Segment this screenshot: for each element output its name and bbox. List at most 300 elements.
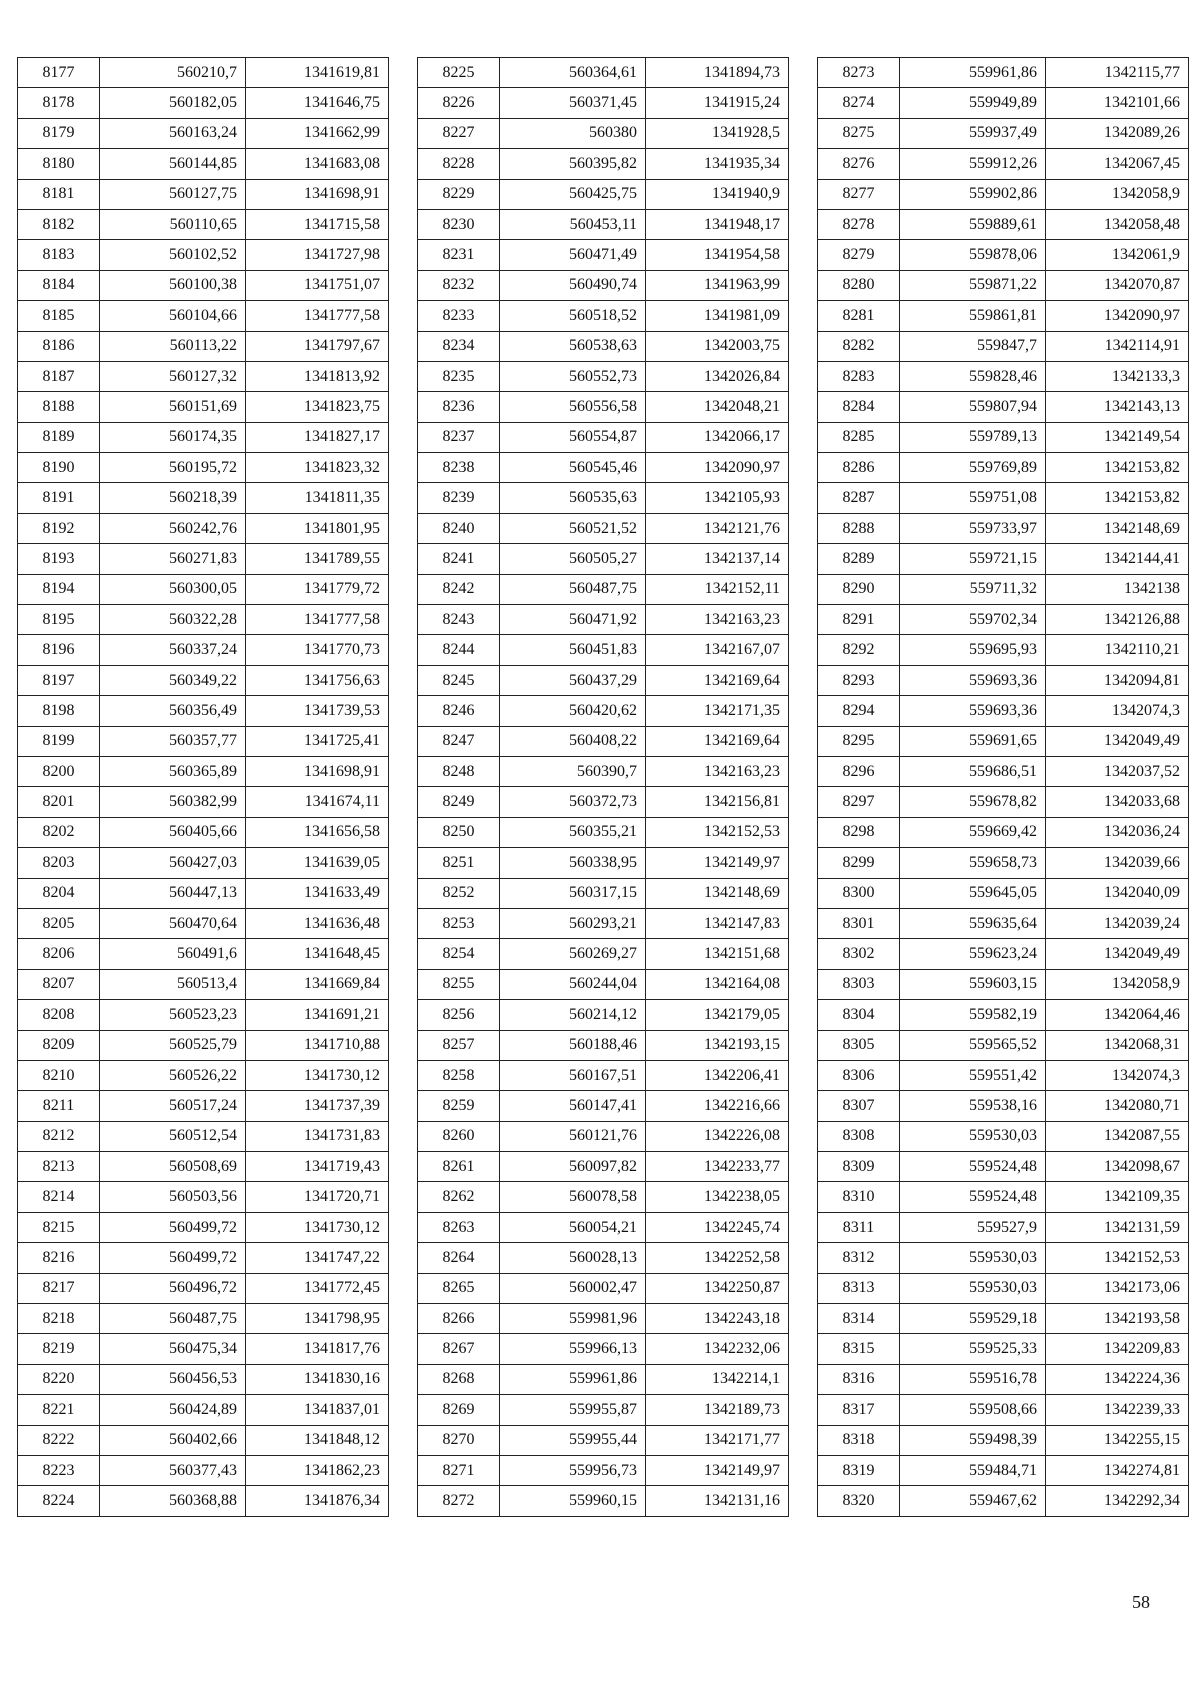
x-coordinate: 560293,21 xyxy=(500,908,646,938)
x-coordinate: 560456,53 xyxy=(100,1364,246,1394)
table-row xyxy=(18,817,389,847)
point-number: 8314 xyxy=(818,1304,900,1334)
point-number: 8245 xyxy=(418,665,500,695)
x-coordinate: 559847,7 xyxy=(900,331,1046,361)
x-coordinate: 559658,73 xyxy=(900,848,1046,878)
x-coordinate: 559530,03 xyxy=(900,1121,1046,1151)
point-number: 8180 xyxy=(18,149,100,179)
y-coordinate: 1342153,82 xyxy=(1046,483,1189,513)
point-number: 8297 xyxy=(818,787,900,817)
table-row xyxy=(418,1060,789,1090)
x-coordinate: 560402,66 xyxy=(100,1425,246,1455)
table-row xyxy=(18,574,389,604)
table-row xyxy=(18,1243,389,1273)
table-row xyxy=(818,787,1189,817)
point-number: 8242 xyxy=(418,574,500,604)
point-number: 8197 xyxy=(18,665,100,695)
y-coordinate: 1342193,58 xyxy=(1046,1304,1189,1334)
x-coordinate: 560121,76 xyxy=(500,1121,646,1151)
x-coordinate: 560499,72 xyxy=(100,1212,246,1242)
point-number: 8244 xyxy=(418,635,500,665)
x-coordinate: 559538,16 xyxy=(900,1091,1046,1121)
x-coordinate: 560338,95 xyxy=(500,848,646,878)
y-coordinate: 1342292,34 xyxy=(1046,1486,1189,1516)
y-coordinate: 1342074,3 xyxy=(1046,696,1189,726)
x-coordinate: 560471,49 xyxy=(500,240,646,270)
y-coordinate: 1341823,32 xyxy=(246,453,389,483)
point-number: 8310 xyxy=(818,1182,900,1212)
point-number: 8273 xyxy=(818,58,900,88)
x-coordinate: 559733,97 xyxy=(900,513,1046,543)
point-number: 8224 xyxy=(18,1486,100,1516)
y-coordinate: 1341619,81 xyxy=(246,58,389,88)
y-coordinate: 1341915,24 xyxy=(646,88,789,118)
x-coordinate: 560054,21 xyxy=(500,1212,646,1242)
table-row xyxy=(818,1273,1189,1303)
point-number: 8195 xyxy=(18,605,100,635)
x-coordinate: 560214,12 xyxy=(500,1000,646,1030)
point-number: 8281 xyxy=(818,301,900,331)
y-coordinate: 1341639,05 xyxy=(246,848,389,878)
table-row xyxy=(18,756,389,786)
table-row xyxy=(418,1091,789,1121)
y-coordinate: 1341827,17 xyxy=(246,422,389,452)
x-coordinate: 560545,46 xyxy=(500,453,646,483)
table-row xyxy=(18,1273,389,1303)
y-coordinate: 1342066,17 xyxy=(646,422,789,452)
y-coordinate: 1341662,99 xyxy=(246,118,389,148)
y-coordinate: 1342037,52 xyxy=(1046,756,1189,786)
point-number: 8246 xyxy=(418,696,500,726)
x-coordinate: 559525,33 xyxy=(900,1334,1046,1364)
table-row xyxy=(818,1364,1189,1394)
x-coordinate: 559551,42 xyxy=(900,1060,1046,1090)
x-coordinate: 559889,61 xyxy=(900,209,1046,239)
x-coordinate: 559686,51 xyxy=(900,756,1046,786)
table-row xyxy=(418,544,789,574)
point-number: 8318 xyxy=(818,1425,900,1455)
y-coordinate: 1342226,08 xyxy=(646,1121,789,1151)
point-number: 8247 xyxy=(418,726,500,756)
x-coordinate: 560512,54 xyxy=(100,1121,246,1151)
point-number: 8274 xyxy=(818,88,900,118)
x-coordinate: 560210,7 xyxy=(100,58,246,88)
point-number: 8258 xyxy=(418,1060,500,1090)
point-number: 8278 xyxy=(818,209,900,239)
x-coordinate: 560505,27 xyxy=(500,544,646,574)
point-number: 8257 xyxy=(418,1030,500,1060)
point-number: 8288 xyxy=(818,513,900,543)
x-coordinate: 560491,6 xyxy=(100,939,246,969)
point-number: 8253 xyxy=(418,908,500,938)
y-coordinate: 1342090,97 xyxy=(646,453,789,483)
table-row xyxy=(418,1364,789,1394)
table-row xyxy=(418,1121,789,1151)
table-row xyxy=(18,726,389,756)
point-number: 8311 xyxy=(818,1212,900,1242)
x-coordinate: 559721,15 xyxy=(900,544,1046,574)
table-row xyxy=(818,453,1189,483)
table-row xyxy=(818,1304,1189,1334)
point-number: 8256 xyxy=(418,1000,500,1030)
x-coordinate: 560349,22 xyxy=(100,665,246,695)
x-coordinate: 560337,24 xyxy=(100,635,246,665)
x-coordinate: 559955,44 xyxy=(500,1425,646,1455)
x-coordinate: 559751,08 xyxy=(900,483,1046,513)
table-row xyxy=(18,939,389,969)
table-row xyxy=(418,118,789,148)
y-coordinate: 1342114,91 xyxy=(1046,331,1189,361)
x-coordinate: 559937,49 xyxy=(900,118,1046,148)
table-row xyxy=(18,1304,389,1334)
x-coordinate: 560163,24 xyxy=(100,118,246,148)
table-row xyxy=(818,118,1189,148)
table-row xyxy=(18,1486,389,1516)
point-number: 8280 xyxy=(818,270,900,300)
point-number: 8303 xyxy=(818,969,900,999)
table-row xyxy=(418,1455,789,1485)
table-row xyxy=(418,1273,789,1303)
y-coordinate: 1341756,63 xyxy=(246,665,389,695)
y-coordinate: 1341789,55 xyxy=(246,544,389,574)
table-row xyxy=(418,1182,789,1212)
point-number: 8183 xyxy=(18,240,100,270)
table-row xyxy=(818,209,1189,239)
y-coordinate: 1342148,69 xyxy=(646,878,789,908)
x-coordinate: 559508,66 xyxy=(900,1395,1046,1425)
table-row xyxy=(418,574,789,604)
table-row xyxy=(818,422,1189,452)
x-coordinate: 560188,46 xyxy=(500,1030,646,1060)
table-row xyxy=(818,665,1189,695)
y-coordinate: 1341798,95 xyxy=(246,1304,389,1334)
y-coordinate: 1342058,9 xyxy=(1046,179,1189,209)
coordinate-tables xyxy=(17,57,1189,1517)
point-number: 8308 xyxy=(818,1121,900,1151)
y-coordinate: 1342131,59 xyxy=(1046,1212,1189,1242)
y-coordinate: 1342152,53 xyxy=(646,817,789,847)
y-coordinate: 1341948,17 xyxy=(646,209,789,239)
y-coordinate: 1342067,45 xyxy=(1046,149,1189,179)
x-coordinate: 559871,22 xyxy=(900,270,1046,300)
x-coordinate: 559949,89 xyxy=(900,88,1046,118)
y-coordinate: 1341710,88 xyxy=(246,1030,389,1060)
point-number: 8236 xyxy=(418,392,500,422)
table-row xyxy=(818,969,1189,999)
y-coordinate: 1341963,99 xyxy=(646,270,789,300)
x-coordinate: 560470,64 xyxy=(100,908,246,938)
y-coordinate: 1342156,81 xyxy=(646,787,789,817)
point-number: 8251 xyxy=(418,848,500,878)
x-coordinate: 560447,13 xyxy=(100,878,246,908)
table-row xyxy=(18,1334,389,1364)
x-coordinate: 560100,38 xyxy=(100,270,246,300)
y-coordinate: 1341876,34 xyxy=(246,1486,389,1516)
x-coordinate: 560368,88 xyxy=(100,1486,246,1516)
table-row xyxy=(818,1334,1189,1364)
y-coordinate: 1341737,39 xyxy=(246,1091,389,1121)
point-number: 8248 xyxy=(418,756,500,786)
y-coordinate: 1341648,45 xyxy=(246,939,389,969)
x-coordinate: 560322,28 xyxy=(100,605,246,635)
x-coordinate: 559645,05 xyxy=(900,878,1046,908)
point-number: 8269 xyxy=(418,1395,500,1425)
x-coordinate: 559467,62 xyxy=(900,1486,1046,1516)
x-coordinate: 559530,03 xyxy=(900,1243,1046,1273)
y-coordinate: 1342115,77 xyxy=(1046,58,1189,88)
point-number: 8259 xyxy=(418,1091,500,1121)
x-coordinate: 560102,52 xyxy=(100,240,246,270)
table-row xyxy=(818,817,1189,847)
y-coordinate: 1342048,21 xyxy=(646,392,789,422)
table-row xyxy=(418,787,789,817)
x-coordinate: 560513,4 xyxy=(100,969,246,999)
y-coordinate: 1342149,97 xyxy=(646,1455,789,1485)
x-coordinate: 560127,32 xyxy=(100,361,246,391)
table-row xyxy=(418,483,789,513)
y-coordinate: 1341837,01 xyxy=(246,1395,389,1425)
y-coordinate: 1342149,97 xyxy=(646,848,789,878)
y-coordinate: 1341981,09 xyxy=(646,301,789,331)
y-coordinate: 1341725,41 xyxy=(246,726,389,756)
x-coordinate: 560408,22 xyxy=(500,726,646,756)
x-coordinate: 559669,42 xyxy=(900,817,1046,847)
table-row xyxy=(18,392,389,422)
point-number: 8229 xyxy=(418,179,500,209)
y-coordinate: 1341797,67 xyxy=(246,331,389,361)
point-number: 8208 xyxy=(18,1000,100,1030)
x-coordinate: 560424,89 xyxy=(100,1395,246,1425)
y-coordinate: 1342147,83 xyxy=(646,908,789,938)
coordinate-table-1 xyxy=(17,57,389,1517)
x-coordinate: 559828,46 xyxy=(900,361,1046,391)
x-coordinate: 560271,83 xyxy=(100,544,246,574)
y-coordinate: 1342040,09 xyxy=(1046,878,1189,908)
point-number: 8214 xyxy=(18,1182,100,1212)
y-coordinate: 1342171,77 xyxy=(646,1425,789,1455)
point-number: 8316 xyxy=(818,1364,900,1394)
y-coordinate: 1342068,31 xyxy=(1046,1030,1189,1060)
y-coordinate: 1342105,93 xyxy=(646,483,789,513)
x-coordinate: 559955,87 xyxy=(500,1395,646,1425)
table-row xyxy=(418,878,789,908)
table-row xyxy=(818,605,1189,635)
y-coordinate: 1342167,07 xyxy=(646,635,789,665)
x-coordinate: 559902,86 xyxy=(900,179,1046,209)
point-number: 8233 xyxy=(418,301,500,331)
y-coordinate: 1342151,68 xyxy=(646,939,789,969)
y-coordinate: 1341770,73 xyxy=(246,635,389,665)
table-row xyxy=(18,1395,389,1425)
table-row xyxy=(418,726,789,756)
x-coordinate: 560475,34 xyxy=(100,1334,246,1364)
table-row xyxy=(18,1182,389,1212)
point-number: 8292 xyxy=(818,635,900,665)
point-number: 8238 xyxy=(418,453,500,483)
table-row xyxy=(18,179,389,209)
x-coordinate: 559524,48 xyxy=(900,1182,1046,1212)
table-row xyxy=(818,1121,1189,1151)
table-row xyxy=(418,331,789,361)
point-number: 8230 xyxy=(418,209,500,239)
point-number: 8298 xyxy=(818,817,900,847)
table-row xyxy=(818,483,1189,513)
y-coordinate: 1342094,81 xyxy=(1046,665,1189,695)
table-row xyxy=(18,1364,389,1394)
y-coordinate: 1342126,88 xyxy=(1046,605,1189,635)
x-coordinate: 560451,83 xyxy=(500,635,646,665)
x-coordinate: 560395,82 xyxy=(500,149,646,179)
point-number: 8198 xyxy=(18,696,100,726)
x-coordinate: 560518,52 xyxy=(500,301,646,331)
table-row xyxy=(418,1030,789,1060)
table-row xyxy=(818,1395,1189,1425)
point-number: 8255 xyxy=(418,969,500,999)
x-coordinate: 559565,52 xyxy=(900,1030,1046,1060)
point-number: 8227 xyxy=(418,118,500,148)
x-coordinate: 560496,72 xyxy=(100,1273,246,1303)
table-row xyxy=(818,58,1189,88)
table-row xyxy=(418,908,789,938)
point-number: 8212 xyxy=(18,1121,100,1151)
table-row xyxy=(818,1212,1189,1242)
x-coordinate: 559484,71 xyxy=(900,1455,1046,1485)
point-number: 8313 xyxy=(818,1273,900,1303)
table-row xyxy=(818,179,1189,209)
table-row xyxy=(818,908,1189,938)
table-row xyxy=(818,1152,1189,1182)
point-number: 8178 xyxy=(18,88,100,118)
point-number: 8304 xyxy=(818,1000,900,1030)
point-number: 8196 xyxy=(18,635,100,665)
y-coordinate: 1342109,35 xyxy=(1046,1182,1189,1212)
x-coordinate: 559695,93 xyxy=(900,635,1046,665)
point-number: 8216 xyxy=(18,1243,100,1273)
y-coordinate: 1341636,48 xyxy=(246,908,389,938)
x-coordinate: 560525,79 xyxy=(100,1030,246,1060)
table-row xyxy=(818,574,1189,604)
x-coordinate: 560357,77 xyxy=(100,726,246,756)
point-number: 8207 xyxy=(18,969,100,999)
y-coordinate: 1342144,41 xyxy=(1046,544,1189,574)
point-number: 8312 xyxy=(818,1243,900,1273)
table-row xyxy=(818,1182,1189,1212)
point-number: 8220 xyxy=(18,1364,100,1394)
point-number: 8263 xyxy=(418,1212,500,1242)
point-number: 8191 xyxy=(18,483,100,513)
point-number: 8215 xyxy=(18,1212,100,1242)
point-number: 8271 xyxy=(418,1455,500,1485)
y-coordinate: 1342153,82 xyxy=(1046,453,1189,483)
point-number: 8286 xyxy=(818,453,900,483)
table-row xyxy=(418,1243,789,1273)
x-coordinate: 560372,73 xyxy=(500,787,646,817)
point-number: 8205 xyxy=(18,908,100,938)
x-coordinate: 559711,32 xyxy=(900,574,1046,604)
point-number: 8223 xyxy=(18,1455,100,1485)
point-number: 8250 xyxy=(418,817,500,847)
y-coordinate: 1342179,05 xyxy=(646,1000,789,1030)
y-coordinate: 1341823,75 xyxy=(246,392,389,422)
point-number: 8182 xyxy=(18,209,100,239)
table-row xyxy=(18,118,389,148)
y-coordinate: 1341730,12 xyxy=(246,1060,389,1090)
y-coordinate: 1341633,49 xyxy=(246,878,389,908)
point-number: 8295 xyxy=(818,726,900,756)
table-row xyxy=(818,1000,1189,1030)
y-coordinate: 1342173,06 xyxy=(1046,1273,1189,1303)
x-coordinate: 559861,81 xyxy=(900,301,1046,331)
table-row xyxy=(18,1030,389,1060)
point-number: 8199 xyxy=(18,726,100,756)
point-number: 8228 xyxy=(418,149,500,179)
y-coordinate: 1341811,35 xyxy=(246,483,389,513)
x-coordinate: 560490,74 xyxy=(500,270,646,300)
x-coordinate: 560364,61 xyxy=(500,58,646,88)
point-number: 8252 xyxy=(418,878,500,908)
y-coordinate: 1342039,24 xyxy=(1046,908,1189,938)
point-number: 8290 xyxy=(818,574,900,604)
y-coordinate: 1342152,11 xyxy=(646,574,789,604)
y-coordinate: 1342224,36 xyxy=(1046,1364,1189,1394)
point-number: 8296 xyxy=(818,756,900,786)
point-number: 8319 xyxy=(818,1455,900,1485)
point-number: 8185 xyxy=(18,301,100,331)
table-row xyxy=(418,1334,789,1364)
point-number: 8262 xyxy=(418,1182,500,1212)
x-coordinate: 559912,26 xyxy=(900,149,1046,179)
table-row xyxy=(818,939,1189,969)
x-coordinate: 560453,11 xyxy=(500,209,646,239)
table-row xyxy=(418,817,789,847)
y-coordinate: 1342216,66 xyxy=(646,1091,789,1121)
y-coordinate: 1342163,23 xyxy=(646,605,789,635)
point-number: 8209 xyxy=(18,1030,100,1060)
point-number: 8309 xyxy=(818,1152,900,1182)
point-number: 8293 xyxy=(818,665,900,695)
point-number: 8272 xyxy=(418,1486,500,1516)
table-row xyxy=(18,969,389,999)
point-number: 8261 xyxy=(418,1152,500,1182)
table-row xyxy=(418,88,789,118)
x-coordinate: 560182,05 xyxy=(100,88,246,118)
table-row xyxy=(818,301,1189,331)
point-number: 8317 xyxy=(818,1395,900,1425)
point-number: 8249 xyxy=(418,787,500,817)
table-row xyxy=(818,848,1189,878)
point-number: 8306 xyxy=(818,1060,900,1090)
table-row xyxy=(418,179,789,209)
y-coordinate: 1342143,13 xyxy=(1046,392,1189,422)
table-row xyxy=(18,331,389,361)
table-row xyxy=(418,665,789,695)
table-row xyxy=(18,513,389,543)
table-row xyxy=(18,848,389,878)
y-coordinate: 1342137,14 xyxy=(646,544,789,574)
point-number: 8211 xyxy=(18,1091,100,1121)
table-row xyxy=(18,1091,389,1121)
point-number: 8268 xyxy=(418,1364,500,1394)
x-coordinate: 559693,36 xyxy=(900,665,1046,695)
table-row xyxy=(18,878,389,908)
point-number: 8202 xyxy=(18,817,100,847)
y-coordinate: 1342064,46 xyxy=(1046,1000,1189,1030)
y-coordinate: 1342169,64 xyxy=(646,726,789,756)
table-row xyxy=(18,1425,389,1455)
x-coordinate: 559635,64 xyxy=(900,908,1046,938)
table-row xyxy=(818,240,1189,270)
table-row xyxy=(818,756,1189,786)
